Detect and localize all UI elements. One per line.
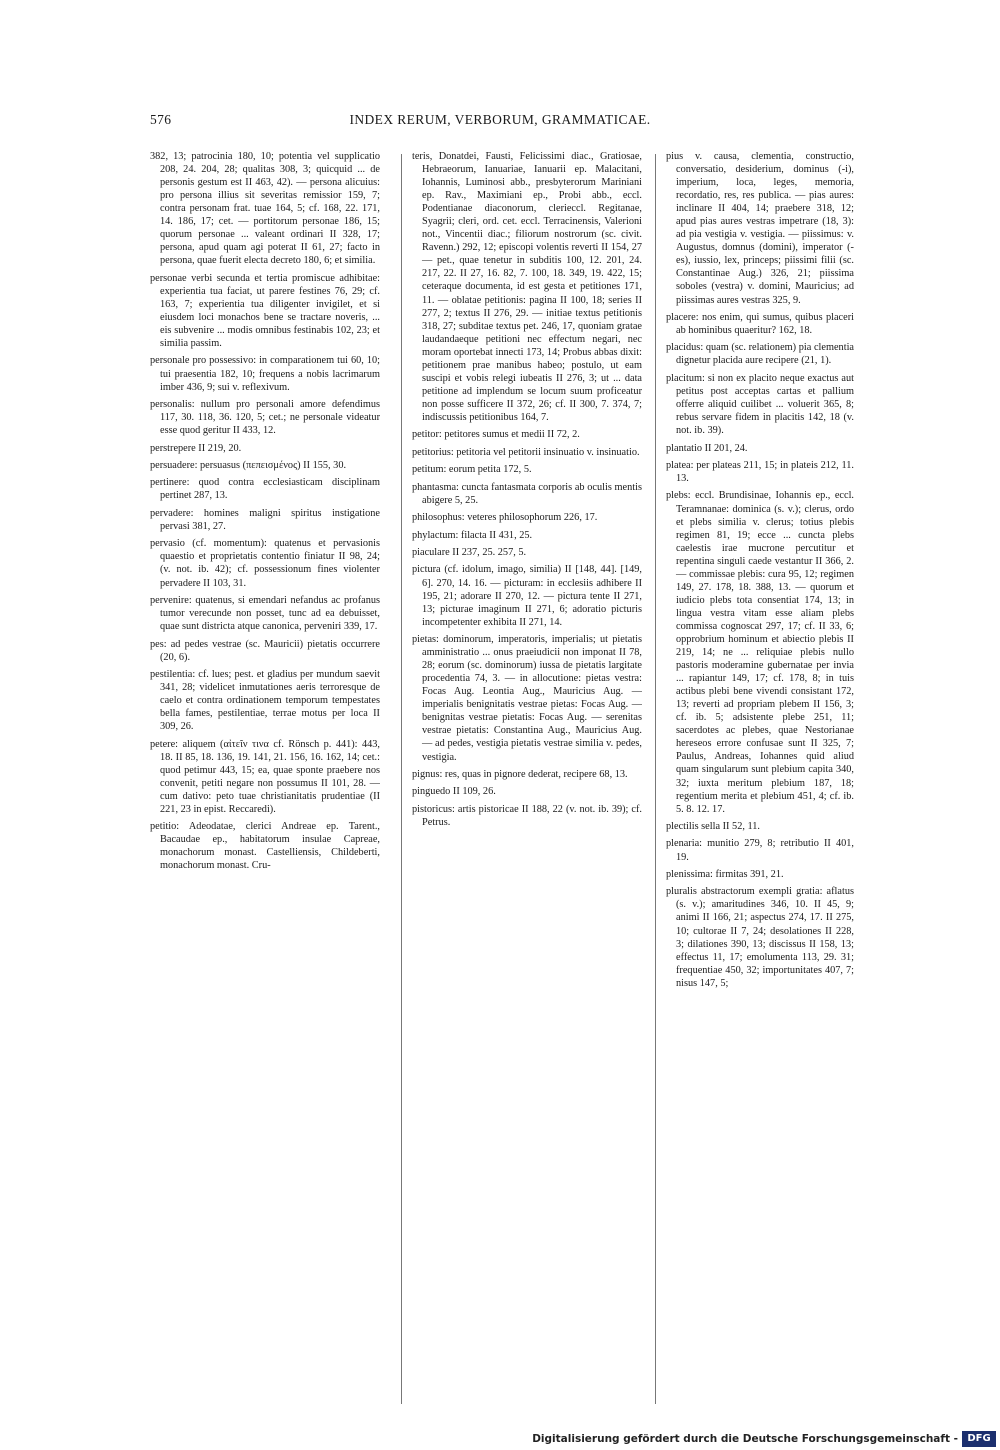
index-entry: placitum: si non ex placito neque exactus aut petitus post acceptas cartas et pallium offerre aliquid cuilibet ... voluerit 365, 8; rebus servare fidem in placitis 142, 18 (v. not. ib. 39). <box>666 372 854 437</box>
index-entry: plantatio II 201, 24. <box>666 442 748 454</box>
index-column-1 <box>150 150 380 1410</box>
index-entry: personalis: nullum pro personali amore defendimus 117, 30. 118, 36. 120, 5; cet.; ne personale videatur esse quod geritur II 433, 12. <box>150 399 380 437</box>
index-entry: petere: aliquem (αἰτεῖν τινα cf. Rönsch p. 441): 443, 18. II 85, 18. 136, 19. 141, 21. 156, 16. 162, 14; cet.: quod petimur 443, 15; ea, quae sponte praebere nos convenit, petiti negare non possumus II 101, 28. — cum dativo: peto tuae christianitatis prudentiae (II 221, 23 in epist. Reccaredi). <box>150 738 380 815</box>
index-entry: platea: per plateas 211, 15; in plateis 212, 11. 13. <box>666 459 854 485</box>
column-divider <box>655 154 656 1404</box>
column-divider <box>401 154 402 1404</box>
index-entry: pervadere: homines maligni spiritus instigatione pervasi 381, 27. <box>150 507 380 532</box>
index-entry: perstrepere II 219, 20. <box>150 442 242 454</box>
index-entry: pervenire: quatenus, si emendari nefandus ac profanus tumor verecunde non posset, tunc ad ea debuisset, quae sunt districta atque canonica, perveniri 339, 17. <box>150 594 380 633</box>
index-entry: placidus: quam (sc. relationem) pia clementia dignetur placida aure recipere (21, 1). <box>666 342 854 367</box>
index-column-2 <box>412 150 642 1410</box>
index-entry: pinguedo II 109, 26. <box>412 786 496 798</box>
index-entry: phylactum: filacta II 431, 25. <box>412 529 533 541</box>
index-entry: pistoricus: artis pistoricae II 188, 22 (v. not. ib. 39); cf. Petrus. <box>412 803 642 828</box>
index-entry: pes: ad pedes vestrae (sc. Mauricii) pietatis occurrere (20, 6). <box>150 638 380 663</box>
index-entry: petitio: Adeodatae, clerici Andreae ep. Tarent., Bacaudae ep., habitatorum insulae Capreae, monachorum monast. Castelliensis, Childeberti, monachorum monast. Cru- <box>150 821 380 872</box>
index-entry: phantasma: cuncta fantasmata corporis ab oculis mentis abigere 5, 25. <box>412 481 642 506</box>
index-entry: petitorius: petitoria vel petitorii insinuatio v. insinuatio. <box>412 446 640 458</box>
index-entry: placere: nos enim, qui sumus, quibus placeri ab hominibus quaeritur? 162, 18. <box>666 311 854 336</box>
index-entry: personae verbi secunda et tertia promiscue adhibitae: experientia tua faciat, ut parere festines 76, 29; cf. 163, 7; experientia tua diligenter invigilet, et si eiusdem loci monachos bene se tractare noveris, ... eis subvenire ... modis omnibus festinabis 102, 23; et similia passim. <box>150 272 380 350</box>
index-entry: plenaria: munitio 279, 8; retributio II 401, 19. <box>666 838 854 863</box>
index-entry: pluralis abstractorum exempli gratia: aflatus (s. v.); amaritudines 346, 10. II 45, 9; animi II 166, 21; aspectus 274, 17. II 275, 10; cultorae II 7, 24; desolationes II 228, 3; dilationes 390, 13; discissus II 158, 13; effectus 11, 17; emolumenta 113, 29. 31; frequentiae 450, 32; importunitates 407, 7; nisus 147, 5; <box>666 886 854 989</box>
index-entry: petitum: eorum petita 172, 5. <box>412 464 532 476</box>
index-entry: pictura (cf. idolum, imago, similia) II [148, 44]. [149, 6]. 270, 14. 16. — picturam: in ecclesiis adhibere II 195, 21; adorare II 270, 12. — pictura tente II 271, 13; picturae imaginum II 271, 6; adoratio picturis incompetenter exhibita II 271, 14. <box>412 564 642 628</box>
index-entry: petitor: petitores sumus et medii II 72, 2. <box>412 429 580 441</box>
dfg-logo: DFG <box>962 1431 996 1447</box>
index-entry: pervasio (cf. momentum): quatenus et pervasionis quaestio et proprietatis contentio finiatur II 98, 24; (v. not. ib. 42); cf. possessionum fines violenter pervadere II 103, 31. <box>150 538 380 589</box>
index-column-3 <box>666 150 854 1410</box>
digitization-footer <box>532 1431 1000 1449</box>
index-entry: personale pro possessivo: in comparationem tui 60, 10; tui praesentia 182, 10; frequens a nobis lacrimarum imber 436, 9; sui v. reflexivum. <box>150 355 380 393</box>
index-entry: plebs: eccl. Brundisinae, Iohannis ep., eccl. Teramnanae: dominica (s. v.); clerus, ordo et plebs similia v. clerus; totius plebis regimen 81, 19; ecce ... cuncta plebs caelestis irae mucrone percutitur et repentina singuli caede vestantur II 366, 2. — commissae plebis: cura 95, 12; regimen 149, 27. 178, 18. 388, 13. — quorum et iudicio plebs tota consentiat 174, 13; in lingua vestra vitam esse aliam plebs commissa cognoscat 297, 17; cf. II 33, 6; opprobrium hominum et abiectio plebis II 219, 14; ne ... reliquiae plebis nullo pastoris moderamine gubernatae per invia ... rapiantur 149, 17; cf. 178, 8; in tuis actibus plebi bene vivendi consistant 172, 13; reverti ad propriam plebem II 156, 3; cf. ib. 5; adsistente plebe 251, 11; sacerdotes ac plebes, quae Nestorianae hereseos errore confusae sunt II 325, 7; Paulus, Andreas, Iohannes quid aliud quam singularum sunt plebium capita 340, 32; iuxta meritum plebium 187, 18; regentium merita et plebium 451, 4; cf. ib. 5. 8. 12. 17. <box>666 490 854 815</box>
index-entry: plectilis sella II 52, 11. <box>666 821 760 833</box>
index-entry: teris, Donatdei, Fausti, Felicissimi diac., Gratiosae, Hebraeorum, Ianuariae, Ianuarii ep. Malacitani, Iohannis, Luminosi abb., presbyterorum Mariniani ep. Rav., Maximiani ep., Probi abb., eccl. Podentianae diaconorum, clerieccl. Regitanae, Syagrii; cleri, ord. cet. eccl. Terracinensis, Valerioni not., Vincentii diac.; filiorum nostrorum (sc. civit. Ravenn.) 292, 12; episcopi volentis reverti II 154, 27 — pet., quae tenetur in subditis 100, 12. 201, 24. 217, 22. II 27, 16. 82, 7. 100, 18. 349, 19. 422, 15; ceteraque documenta, id est gesta et petitiones 171, 11. — oblatae petitionis: pagina II 100, 18; series II 277, 2; textus II 276, 29. — initiae textus petitionis 318, 27; subditae textus pet. 246, 17, quoniam gratae laudandaeque petitioni nec effectum negari, nec moram oportebat innecti 173, 14; Probus abbas dixit: petitionem prae manibus habeo; postulo, ut eam suscipi et vobis relegi iubeatis II 276, 3; ut ... data petitione ad implendum se locum suum proficeatur non posse sufficere II 372, 26; cf. II 300, 7. 374, 7; indiscussis petitionibus 164, 7. <box>412 151 642 423</box>
index-entry: philosophus: veteres philosophorum 226, 17. <box>412 512 598 524</box>
index-columns <box>150 150 854 1410</box>
index-entry: 382, 13; patrocinia 180, 10; potentia vel supplicatio 208, 24. 204, 28; qualitas 308, 3; quicquid ... de personis gestum est II 463, 42). — persona alicuius: pro persona illius sit severitas remissior 159, 7; contra personam frat. tuae 164, 5; cf. 168, 22. 171, 14. 186, 17; cet. — portitorum personae 186, 15; quorum personae ... valeant ordinari II 328, 17; persona, apud quam agi poterat II 61, 27; facto in persona, quae fuerit electa decreto 180, 6; et similia. <box>150 151 380 267</box>
index-entry: plenissima: firmitas 391, 21. <box>666 868 784 880</box>
running-title: INDEX RERUM, VERBORUM, GRAMMATICAE. <box>349 112 651 127</box>
index-entry: pius v. causa, clementia, constructio, conversatio, desiderium, dominus (-i), imperium, loca, leges, memoria, recordatio, res, res publica. — pias aures: inclinare II 404, 14; praebere 318, 12; apud pias aures vestras impetrare (18, 3): ad pia vestigia v. vestigia. — piissimus: v. Augustus, domnus (domini), imperator (-es), iussio, lex, princeps; piissimi filii (sc. Constantinae Aug.) 326, 21; piissima soboles (vestra) v. domini, Mauricius; ad piissimas aures vestras 325, 9. <box>666 151 854 306</box>
index-entry: piaculare II 237, 25. 257, 5. <box>412 547 527 559</box>
page-number: 576 <box>150 112 172 127</box>
index-entry: pignus: res, quas in pignore dederat, recipere 68, 13. <box>412 768 628 780</box>
funding-notice: Digitalisierung gefördert durch die Deutsche Forschungsgemeinschaft - <box>532 1433 958 1445</box>
index-entry: pestilentia: cf. lues; pest. et gladius per mundum saevit 341, 28; videlicet inmutationes aeris terroresque de caelo et contra ordinationem temporum tempestates bella fames, pestilentiae, terrae motus per loca II 309, 26. <box>150 668 380 733</box>
index-entry: pietas: dominorum, imperatoris, imperialis; ut pietatis amministratio ... onus praeiudicii non imponat II 78, 28; eorum (sc. dominorum) iussa de pietatis largitate procedentia 74, 3. — in allocutione: pietas vestra: Focas Aug. Leontia Aug., Mauricius Aug. — imperialis benignitatis vestrae pietas: Focas Aug. — benignitas vestrae pietatis: Focas Aug. — serenitas vestrae pietatis: Constantina Aug., Mauricius Aug. — ad pedes, vestigia pietatis vestrae similia v. pedes, vestigia. <box>412 634 642 763</box>
page-header <box>150 112 850 134</box>
index-entry: persuadere: persuasus (πεπεισμένος) II 155, 30. <box>150 459 347 471</box>
index-entry: pertinere: quod contra ecclesiasticam disciplinam pertinet 287, 13. <box>150 477 380 502</box>
